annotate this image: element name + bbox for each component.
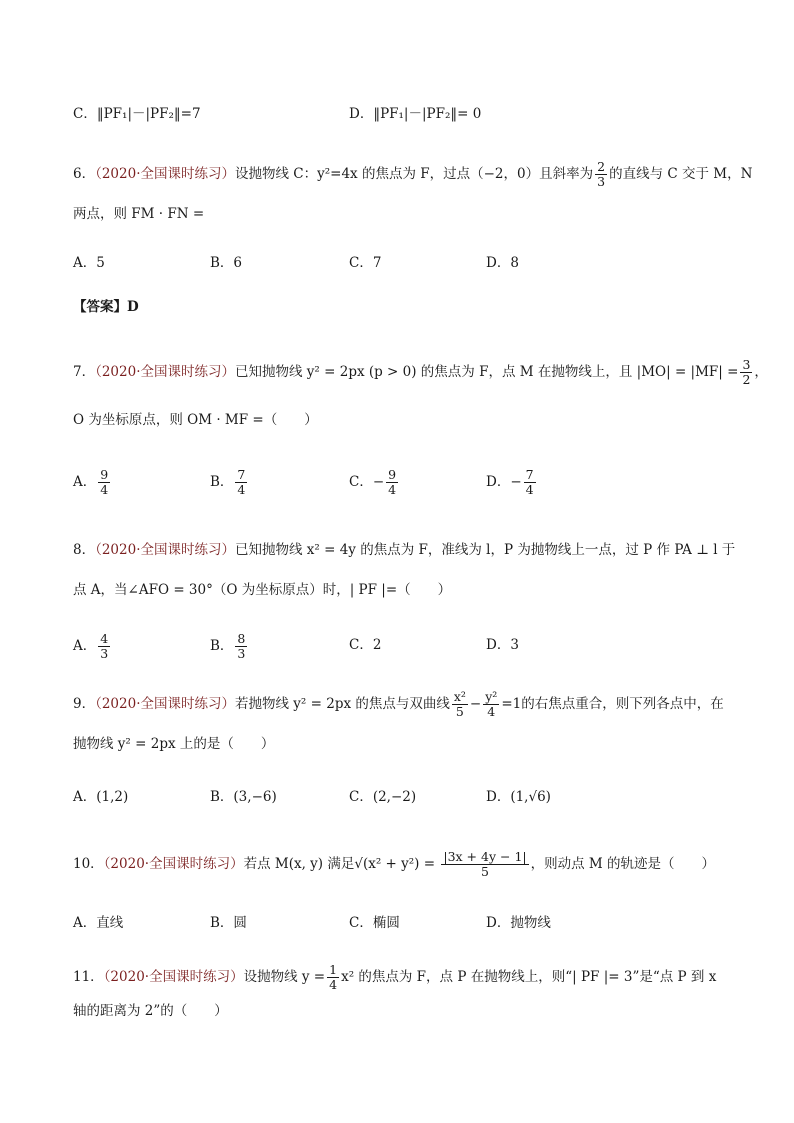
q7-option-b-den: 4 xyxy=(237,482,246,497)
q9-option-c: C．(2,−2) xyxy=(349,789,417,805)
q11-fraction xyxy=(327,963,339,992)
q8-option-b-fraction xyxy=(235,632,247,661)
q9-option-a: A．(1,2) xyxy=(73,789,129,805)
q5-option-c: C．‖PF₁|－|PF₂‖=7 xyxy=(73,106,201,122)
q10-option-b: B．圆 xyxy=(210,915,247,931)
q7-option-b-fraction xyxy=(235,468,247,497)
q8-option-a xyxy=(73,632,112,661)
q7-option-d xyxy=(486,468,538,497)
q6-slope-den: 3 xyxy=(597,174,606,189)
q10-frac-num: |3x + 4y − 1| xyxy=(443,849,527,864)
q9-minus: − xyxy=(469,696,482,712)
q8-option-b-num: 8 xyxy=(237,631,246,646)
q11-frac-num: 1 xyxy=(329,962,338,977)
q7-number: 7． xyxy=(73,364,96,380)
q8-option-a-num: 4 xyxy=(100,631,109,646)
q7-option-c-fraction xyxy=(386,468,398,497)
q9-source: （2020·全国课时练习） xyxy=(95,696,235,712)
q9-f2-den: 4 xyxy=(487,704,496,719)
q6-option-d: D．8 xyxy=(486,255,519,271)
q6-option-b: B．6 xyxy=(210,255,243,271)
q7-source: （2020·全国课时练习） xyxy=(95,364,235,380)
q9-option-b: B．(3,−6) xyxy=(210,789,277,805)
q8-option-b xyxy=(210,632,249,661)
q8-text-a: 已知抛物线 x² = 4y 的焦点为 F，准线为 l，P 为抛物线上一点，过 P 作 PA ⊥ l 于 xyxy=(235,542,736,558)
answer-label: 【答案】 xyxy=(73,299,127,315)
q8-option-c: C．2 xyxy=(349,637,382,653)
q11-frac-den: 4 xyxy=(329,977,338,992)
q9-stem xyxy=(73,690,724,719)
q7-text-a: 已知抛物线 y² = 2px (p > 0) 的焦点为 F，点 M 在抛物线上，且 |MO| = |MF| = xyxy=(235,364,739,380)
q6-option-c: C．7 xyxy=(349,255,382,271)
q11-number: 11． xyxy=(73,969,104,985)
q7-option-c-sign: − xyxy=(372,474,385,490)
q11-text-a: 设抛物线 y = xyxy=(243,969,326,985)
q6-stem xyxy=(73,160,752,189)
q6-slope-num: 2 xyxy=(597,159,606,174)
q8-option-a-den: 3 xyxy=(100,646,109,661)
q8-option-d: D．3 xyxy=(486,637,519,653)
q9-fraction-y xyxy=(483,690,499,719)
q7-stem xyxy=(73,358,768,387)
q7-text-b: ， xyxy=(754,364,768,380)
q10-source: （2020·全国课时练习） xyxy=(103,856,244,872)
q11-source: （2020·全国课时练习） xyxy=(103,969,244,985)
q6-text-a: 设抛物线 C：y²=4x 的焦点为 F，过点（−2，0）且斜率为 xyxy=(235,166,594,182)
q7-option-a-num: 9 xyxy=(100,467,109,482)
q8-option-a-fraction xyxy=(98,632,110,661)
q10-text-b: ，则动点 M 的轨迹是（ ） xyxy=(530,856,716,872)
answer-value: D xyxy=(127,299,139,315)
q8-option-b-letter: B． xyxy=(210,638,234,654)
q7-option-c-letter: C． xyxy=(349,474,373,490)
q9-fraction-x xyxy=(452,690,468,719)
q7-option-b-num: 7 xyxy=(237,467,246,482)
q6-text-b: 的直线与 C 交于 M，N xyxy=(609,166,753,182)
q5-option-d: D．‖PF₁|－|PF₂‖= 0 xyxy=(349,106,482,122)
q7-option-d-fraction xyxy=(524,468,536,497)
q7-option-a-den: 4 xyxy=(100,482,109,497)
q9-line2: 抛物线 y² = 2px 上的是（ ） xyxy=(73,736,275,752)
q8-stem xyxy=(73,540,735,560)
q8-number: 8． xyxy=(73,542,96,558)
q11-line2: 轴的距离为 2”的（ ） xyxy=(73,1003,228,1019)
q11-text-b: x² 的焦点为 F，点 P 在抛物线上，则“| PF |= 3”是“点 P 到 x xyxy=(341,969,717,985)
q7-fraction xyxy=(740,358,752,387)
q9-number: 9． xyxy=(73,696,96,712)
q6-option-a: A．5 xyxy=(73,255,105,271)
q7-frac-den: 2 xyxy=(742,372,751,387)
q10-stem xyxy=(73,850,715,879)
q10-equals: = xyxy=(419,856,440,872)
q9-text-a: 若抛物线 y² = 2px 的焦点与双曲线 xyxy=(235,696,450,712)
q9-f2-num: y² xyxy=(485,689,498,704)
q7-option-d-letter: D． xyxy=(486,474,511,490)
q7-option-d-den: 4 xyxy=(525,482,534,497)
q11-stem xyxy=(73,963,716,992)
q8-option-b-den: 3 xyxy=(237,646,246,661)
q10-option-d: D．抛物线 xyxy=(486,915,551,931)
q7-option-a xyxy=(73,468,112,497)
q8-source: （2020·全国课时练习） xyxy=(95,542,235,558)
q7-option-c xyxy=(349,468,400,497)
q6-source: （2020·全国课时练习） xyxy=(95,166,235,182)
q10-text-a: 若点 M(x, y) 满足 xyxy=(243,856,355,872)
q7-option-a-fraction xyxy=(98,468,110,497)
q7-line2: O 为坐标原点，则 OM · MF =（ ） xyxy=(73,412,318,428)
q7-option-b xyxy=(210,468,249,497)
q9-text-b: =1的右焦点重合，则下列各点中，在 xyxy=(501,696,724,712)
q9-f1-den: 5 xyxy=(455,704,464,719)
q6-slope-fraction xyxy=(595,160,607,189)
q8-line2: 点 A，当∠AFO = 30°（O 为坐标原点）时，| PF |=（ ） xyxy=(73,582,452,598)
q7-option-d-sign: − xyxy=(510,474,522,490)
q10-option-a: A．直线 xyxy=(73,915,124,931)
q6-line2: 两点，则 FM · FN = xyxy=(73,206,205,222)
q8-option-a-letter: A． xyxy=(73,638,97,654)
q7-option-c-den: 4 xyxy=(388,482,397,497)
q7-option-c-num: 9 xyxy=(388,467,397,482)
q6-number: 6． xyxy=(73,166,96,182)
q10-number: 10． xyxy=(73,856,104,872)
q9-f1-num: x² xyxy=(453,689,466,704)
q7-option-b-letter: B． xyxy=(210,474,234,490)
q9-option-d: D．(1,√6) xyxy=(486,789,551,805)
q10-frac-den: 5 xyxy=(481,864,489,879)
q7-option-a-letter: A． xyxy=(73,474,97,490)
q10-option-c: C．椭圆 xyxy=(349,915,400,931)
q10-sqrt: √(x² + y²) xyxy=(354,856,420,872)
q7-option-d-num: 7 xyxy=(525,467,534,482)
q6-answer xyxy=(73,297,139,317)
q7-frac-num: 3 xyxy=(742,357,751,372)
q10-fraction xyxy=(441,850,528,879)
